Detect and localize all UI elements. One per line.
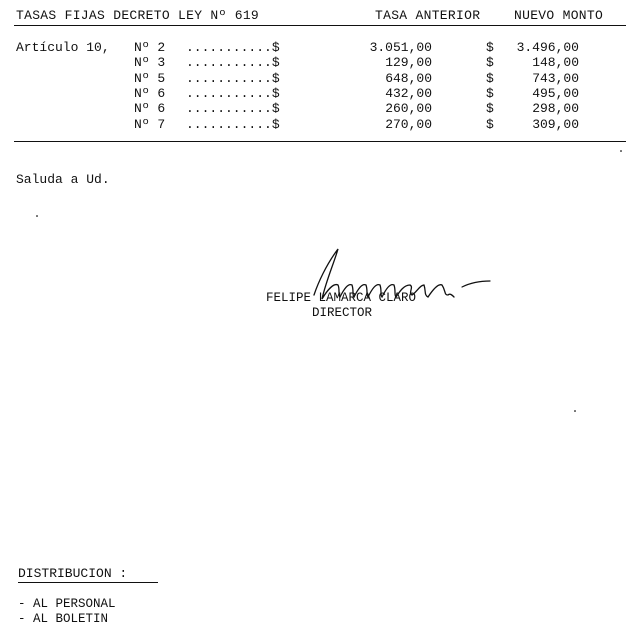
row-previous-rate: 260,00 bbox=[385, 101, 432, 117]
row-leader-dots: ...........$ bbox=[186, 55, 280, 71]
row-currency-symbol: $ bbox=[486, 40, 494, 55]
distribution-item: - AL PERSONAL bbox=[18, 597, 116, 611]
row-previous-rate: 270,00 bbox=[385, 116, 432, 132]
row-previous-rate: 432,00 bbox=[385, 85, 432, 101]
row-number: Nº 7 bbox=[134, 116, 166, 132]
row-currency-symbol: $ bbox=[486, 116, 494, 132]
row-leader-dots: ...........$ bbox=[186, 70, 280, 86]
scan-speck bbox=[36, 215, 38, 217]
row-new-amount: 495,00 bbox=[532, 85, 579, 101]
row-leader-dots: ...........$ bbox=[186, 116, 280, 132]
column-header-previous-rate: TASA ANTERIOR bbox=[375, 8, 481, 23]
row-leader-dots: ...........$ bbox=[186, 85, 280, 101]
scan-speck bbox=[574, 410, 576, 412]
distribution-item: - AL BOLETIN bbox=[18, 612, 109, 626]
row-number: Nº 6 bbox=[134, 85, 166, 101]
row-number: Nº 6 bbox=[134, 101, 166, 117]
row-leader-dots: ...........$ bbox=[186, 40, 280, 55]
row-currency-symbol: $ bbox=[486, 101, 494, 117]
row-number: Nº 5 bbox=[134, 70, 166, 86]
row-new-amount: 148,00 bbox=[532, 55, 579, 71]
row-new-amount: 743,00 bbox=[532, 70, 579, 86]
header-rule bbox=[14, 25, 626, 26]
column-header-new-amount: NUEVO MONTO bbox=[514, 8, 604, 23]
distribution-underline bbox=[18, 582, 158, 583]
row-leader-dots: ...........$ bbox=[186, 101, 280, 117]
row-currency-symbol: $ bbox=[486, 55, 494, 71]
row-previous-rate: 129,00 bbox=[385, 55, 432, 71]
table-header-title: TASAS FIJAS DECRETO LEY Nº 619 bbox=[16, 8, 260, 23]
table-bottom-rule bbox=[14, 141, 626, 142]
row-new-amount: 309,00 bbox=[532, 116, 579, 132]
scan-speck bbox=[620, 150, 622, 152]
signatory-title: DIRECTOR bbox=[312, 306, 373, 320]
row-currency-symbol: $ bbox=[486, 70, 494, 86]
distribution-heading: DISTRIBUCION : bbox=[18, 566, 128, 581]
row-currency-symbol: $ bbox=[486, 85, 494, 101]
row-number: Nº 2 bbox=[134, 40, 166, 55]
row-number: Nº 3 bbox=[134, 55, 166, 71]
closing-text: Saluda a Ud. bbox=[16, 172, 110, 187]
article-label: Artículo 10, bbox=[16, 40, 110, 55]
row-previous-rate: 648,00 bbox=[385, 70, 432, 86]
row-previous-rate: 3.051,00 bbox=[369, 40, 432, 55]
signatory-name: FELIPE LAMARCA CLARO bbox=[266, 291, 417, 305]
row-new-amount: 298,00 bbox=[532, 101, 579, 117]
row-new-amount: 3.496,00 bbox=[516, 40, 579, 55]
